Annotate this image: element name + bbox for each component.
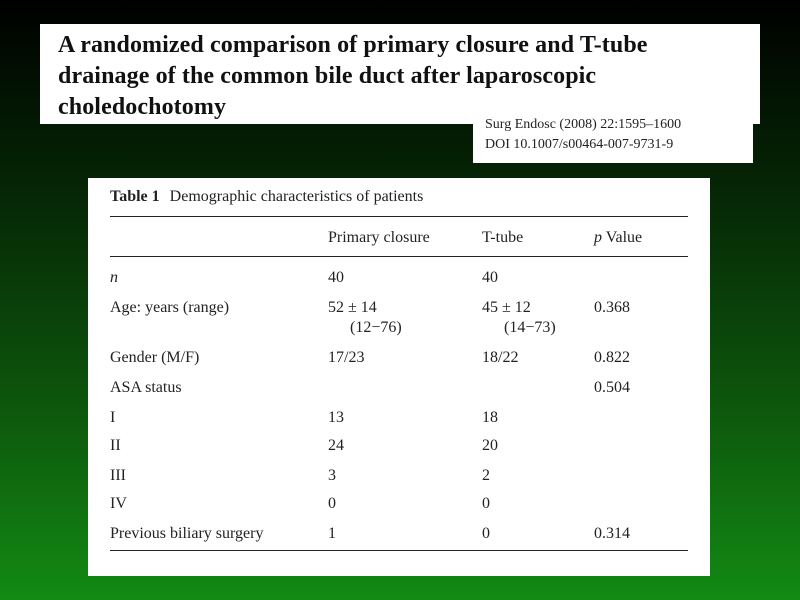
table-header-rule: [110, 256, 688, 257]
primary-closure-cell-value: 3: [328, 467, 336, 484]
primary-closure-cell: [328, 268, 344, 288]
t-tube-cell: [482, 524, 490, 544]
p-value-cell: [594, 524, 630, 544]
primary-closure-cell: [328, 298, 402, 338]
row-label: ASA status: [110, 379, 182, 396]
row-label: IV: [110, 495, 127, 512]
t-tube-cell: [482, 298, 556, 338]
row-label: Gender (M/F): [110, 349, 200, 366]
t-tube-cell-value: 40: [482, 269, 498, 286]
t-tube-cell-value: 0: [482, 495, 490, 512]
table-caption-text: Demographic characteristics of patients: [169, 188, 424, 205]
t-tube-cell: [482, 494, 490, 514]
header-p-letter: p: [594, 229, 602, 246]
p-value-cell-value: 0.504: [594, 379, 630, 396]
t-tube-cell: [482, 466, 490, 486]
table-label: Table 1: [110, 188, 160, 205]
primary-closure-cell-value: 52 ± 14: [328, 299, 377, 316]
p-value-cell-value: 0.314: [594, 525, 630, 542]
primary-closure-cell: [328, 524, 336, 544]
row-label: I: [110, 409, 116, 426]
p-value-cell: [594, 378, 630, 398]
header-p-value: [594, 228, 642, 248]
row-label: III: [110, 467, 126, 484]
primary-closure-cell: [328, 494, 336, 514]
table-caption: [110, 188, 423, 206]
row-label: Previous biliary surgery: [110, 525, 264, 542]
t-tube-cell-value: 20: [482, 437, 498, 454]
row-label: II: [110, 437, 121, 454]
primary-closure-cell-value: 13: [328, 409, 344, 426]
paper-title-box: [40, 24, 760, 124]
t-tube-cell: [482, 348, 518, 368]
t-tube-cell: [482, 268, 498, 288]
primary-closure-cell: [328, 466, 336, 486]
row-label: Age: years (range): [110, 299, 230, 316]
primary-closure-cell: [328, 348, 364, 368]
primary-closure-cell-value: 1: [328, 525, 336, 542]
doi-citation: DOI 10.1007/s00464-007-9731-9: [485, 137, 674, 152]
primary-closure-cell: [328, 408, 344, 428]
primary-closure-cell-range: (12−76): [350, 319, 402, 336]
t-tube-cell-value: 18/22: [482, 349, 519, 366]
t-tube-cell-value: 0: [482, 525, 490, 542]
primary-closure-cell-value: 0: [328, 495, 336, 512]
p-value-cell-value: 0.822: [594, 349, 630, 366]
t-tube-cell-value: 45 ± 12: [482, 299, 531, 316]
header-primary-closure: Primary closure: [328, 229, 430, 246]
citation-box: [473, 111, 753, 163]
header-t-tube: T-tube: [482, 229, 524, 246]
demographics-table: [88, 178, 710, 576]
paper-title: A randomized comparison of primary closure and T-tube drainage of the common bile duct after laparoscopic choledochotomy: [58, 32, 648, 120]
t-tube-cell-range: (14−73): [504, 319, 556, 336]
primary-closure-cell-value: 24: [328, 437, 344, 454]
p-value-cell-value: 0.368: [594, 299, 630, 316]
t-tube-cell: [482, 436, 498, 456]
t-tube-cell-value: 2: [482, 467, 490, 484]
primary-closure-cell: [328, 436, 344, 456]
row-label: n: [110, 269, 118, 286]
journal-citation: Surg Endosc (2008) 22:1595–1600: [485, 117, 682, 132]
primary-closure-cell-value: 40: [328, 269, 344, 286]
table-bottom-rule: [110, 550, 688, 551]
t-tube-cell-value: 18: [482, 409, 498, 426]
primary-closure-cell-value: 17/23: [328, 349, 365, 366]
table-top-rule: [110, 216, 688, 217]
p-value-cell: [594, 298, 630, 318]
header-p-value-word: Value: [605, 229, 643, 246]
t-tube-cell: [482, 408, 498, 428]
p-value-cell: [594, 348, 630, 368]
